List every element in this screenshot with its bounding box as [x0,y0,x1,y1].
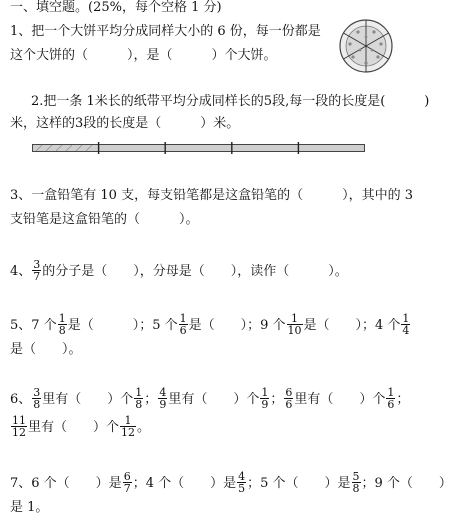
fraction-1-8b: $\frac{1}{8}$ [135,386,143,411]
q1-line2: 这个大饼的（ ），是（ ）个大饼。 [10,48,277,63]
q1-line1: 1、把一个大饼平均分成同样大小的 6 份，每一份都是 [10,24,321,39]
section-title: 一、填空题。(25%，每个空格 1 分) [10,0,222,15]
fraction-3-8: $\frac{3}{8}$ [33,386,41,411]
fraction-11-12: $\frac{11}{12}$ [12,414,26,439]
q5-line1: 5、7 个 $\frac{1}{8}$ 是（ ）；5 个 $\frac{1}{6}$ 是（ ）；9 个 $\frac{1}{10}$ 是（ ）；4 个 $\frac{1}{4}$ [10,312,410,337]
paper-strip-figure [32,142,365,154]
q5-line2: 是（ ）。 [10,342,82,357]
fraction-1-9: $\frac{1}{9}$ [261,386,269,411]
q7-line1: 7、6 个（ ）是 $\frac{6}{7}$ ；4 个（ ）是 $\frac{4}{5}$ ；5 个（ ）是 $\frac{5}{8}$ ；9 个（ ） [10,470,452,495]
pizza-figure [338,18,394,74]
q7-line2: 是 1。 [10,500,49,515]
fraction-1-10: $\frac{1}{10}$ [287,312,302,337]
fraction-1-6b: $\frac{1}{6}$ [387,386,395,411]
fraction-6-7: $\frac{6}{7}$ [123,470,131,495]
q4-text: 的分子是（ ），分母是（ ），读作（ ）。 [42,264,348,279]
fraction-6-6: $\frac{6}{6}$ [285,386,293,411]
fraction-1-4: $\frac{1}{4}$ [402,312,410,337]
q6-line1: 6、 $\frac{3}{8}$ 里有（ ）个 $\frac{1}{8}$ ； $\frac{4}{9}$ 里有（ ）个 $\frac{1}{9}$ ； $\frac{6}{6}$ 里有（ ）个 $\frac{1}{6}$ ； [10,386,410,411]
q2-line2: 米，这样的3段的长度是（ ）米。 [10,116,240,131]
q3-line2: 支铅笔是这盒铅笔的（ ）。 [10,212,199,227]
q6-line2: $\frac{11}{12}$ 里有（ ）个 $\frac{1}{12}$ 。 [12,414,151,439]
fraction-1-8: $\frac{1}{8}$ [58,312,66,337]
fraction-4-9: $\frac{4}{9}$ [159,386,167,411]
fraction-4-5: $\frac{4}{5}$ [238,470,246,495]
q3-line1: 3、一盒铅笔有 10 支，每支铅笔都是这盒铅笔的（ ），其中的 3 [10,188,413,203]
fraction-1-6: $\frac{1}{6}$ [179,312,187,337]
fraction-1-12: $\frac{1}{12}$ [121,414,136,439]
q4-prefix: 4、 [10,264,32,279]
fraction-5-8: $\frac{5}{8}$ [352,470,360,495]
fraction-3-7: $\frac{3}{7}$ [33,258,41,283]
q4-line [10,260,348,283]
q2-line1: 2.把一条 1米长的纸带平均分成同样长的5段,每一段的长度是( ) [31,94,430,109]
